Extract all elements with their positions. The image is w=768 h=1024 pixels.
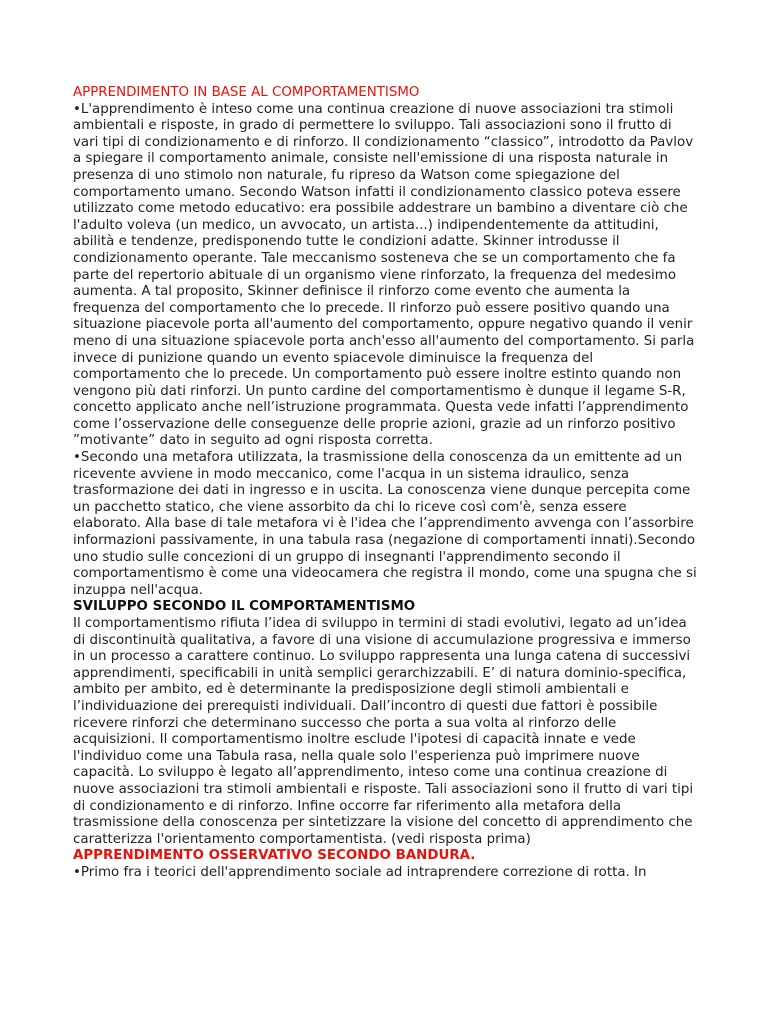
section-heading-behaviorism-learning: APPRENDIMENTO IN BASE AL COMPORTAMENTISMO <box>73 85 420 100</box>
section-heading-bandura: APPRENDIMENTO OSSERVATIVO SECONDO BANDURA. <box>73 848 476 864</box>
paragraph-behaviorism-learning-2: •Secondo una metafora utilizzata, la trasmissione della conoscenza da un emittente ad un ricevente avviene in modo meccanico, come l'acqua in un sistema idraulico, senza trasformazione dei dati in ingresso e in uscita. La conoscenza viene dunque percepita come un pacchetto statico, che viene assorbito da chi lo riceve così com'è, senza essere elaborato. Alla base di tale metafora vi è l'idea che l’apprendimento avvenga con l’assorbire informazioni passivamente, in una tabula rasa (negazione di comportamenti innati).Secondo uno studio sulle concezioni di un gruppo di insegnanti l'apprendimento secondo il comportamentismo è come una videocamera che registra il mondo, come una spugna che si inzuppa nell'acqua. <box>73 450 697 598</box>
document-page <box>73 85 698 882</box>
section-heading-behaviorism-development: SVILUPPO SECONDO IL COMPORTAMENTISMO <box>73 599 416 615</box>
paragraph-behaviorism-development: Il comportamentismo rifiuta l’idea di sviluppo in termini di stadi evolutivi, legato ad un’idea di discontinuità qualitativa, a favore di una visione di accumulazione progressiva e immerso in un processo a carattere continuo. Lo sviluppo rappresenta una lunga catena di successivi apprendimenti, specificabili in unità semplici gerarchizzabili. E’ di natura dominio-specifica, ambito per ambito, ed è determinante la predisposizione degli stimoli ambientali e l’individuazione dei prerequisti individuali. Dall’incontro di questi due fattori è possibile ricevere rinforzi che determinano successo che porta a sua volta al rinforzo delle acquisizioni. Il comportamentismo inoltre esclude l'ipotesi di capacità innate e vede l'individuo come una Tabula rasa, nella quale solo l'esperienza può imprimere nuove capacità. Lo sviluppo è legato all’apprendimento, inteso come una continua creazione di nuove associazioni tra stimoli ambientali e risposte. Tali associazioni sono il frutto di vari tipi di condizionamento e di rinforzo. Infine occorre far riferimento alla metafora della trasmissione della conoscenza per sintetizzare la visione del concetto di apprendimento che caratterizza l'orientamento comportamentista. (vedi risposta prima) <box>73 616 694 847</box>
paragraph-bandura: •Primo fra i teorici dell'apprendimento sociale ad intraprendere correzione di rotta. In <box>73 864 647 880</box>
paragraph-behaviorism-learning-1: •L'apprendimento è inteso come una continua creazione di nuove associazioni tra stimoli ambientali e risposte, in grado di permettere lo sviluppo. Tali associazioni sono il frutto di vari tipi di condizionamento e di rinforzo. Il condizionamento “classico”, introdotto da Pavlov a spiegare il comportamento animale, consiste nell'emissione di una risposta naturale in presenza di uno stimolo non naturale, fu ripreso da Watson come spiegazione del comportamento umano. Secondo Watson infatti il condizionamento classico poteva essere utilizzato come metodo educativo: era possibile addestrare un bambino a diventare ciò che l'adulto voleva (un medico, un avvocato, un artista...) indipendentemente da attitudini, abilità e tendenze, predisponendo tutte le condizioni adatte. Skinner introdusse il condizionamento operante. Tale meccanismo sosteneva che se un comportamento che fa parte del repertorio abituale di un organismo viene rinforzato, la frequenza del medesimo aumenta. A tal proposito, Skinner definisce il rinforzo come evento che aumenta la frequenza del comportamento che lo precede. Il rinforzo può essere positivo quando una situazione piacevole porta all'aumento del comportamento, oppure negativo quando il venir meno di una situazione spiacevole porta anch'esso all'aumento del comportamento. Si parla invece di punizione quando un evento spiacevole diminuisce la frequenza del comportamento che lo precede. Un comportamento può essere inoltre estinto quando non vengono più dati rinforzi. Un punto cardine del comportamentismo è dunque il legame S-R, concetto applicato anche nell’istruzione programmata. Questa vede infatti l’apprendimento come l’osservazione delle conseguenze delle proprie azioni, grazie ad un rinforzo positivo ”motivante” dato in seguito ad ogni risposta corretta. <box>73 101 695 449</box>
